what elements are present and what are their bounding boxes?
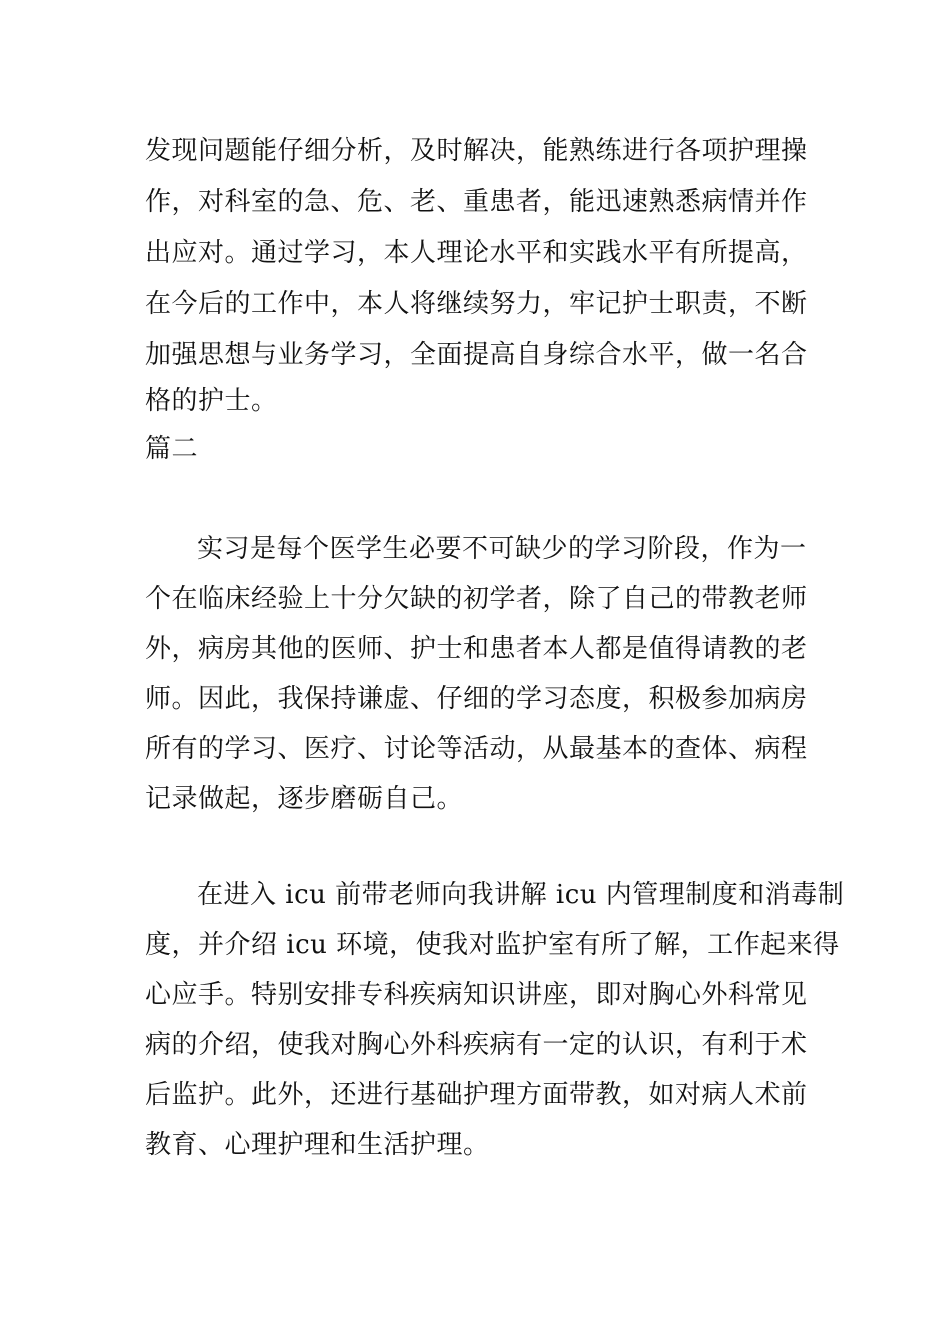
text-line: 个在临床经验上十分欠缺的初学者，除了自己的带教老师 [145,584,808,614]
text-line: 心应手。特别安排专科疾病知识讲座，即对胸心外科常见 [145,980,808,1010]
text-line: 病的介绍，使我对胸心外科疾病有一定的认识，有利于术 [145,1030,808,1060]
text-line: 加强思想与业务学习，全面提高自身综合水平，做一名合 [145,340,808,370]
text-line: 发现问题能仔细分析，及时解决，能熟练进行各项护理操 [145,136,808,166]
text-line: 外，病房其他的医师、护士和患者本人都是值得请教的老 [145,634,808,664]
text-line: 格的护士。 [145,386,278,416]
text-line: 在今后的工作中，本人将继续努力，牢记护士职责，不断 [145,289,808,319]
text-line: 所有的学习、医疗、讨论等活动，从最基本的查体、病程 [145,734,808,764]
text-line: 教育、心理护理和生活护理。 [145,1130,490,1160]
text-line: 师。因此，我保持谦虚、仔细的学习态度，积极参加病房 [145,684,808,714]
text-line: 在进入 icu 前带老师向我讲解 icu 内管理制度和消毒制 [197,880,845,910]
text-line: 出应对。通过学习，本人理论水平和实践水平有所提高， [145,238,808,268]
text-line: 后监护。此外，还进行基础护理方面带教，如对病人术前 [145,1080,808,1110]
section-heading: 篇二 [145,434,199,464]
text-line: 度，并介绍 icu 环境，使我对监护室有所了解，工作起来得 [145,930,840,960]
text-line: 实习是每个医学生必要不可缺少的学习阶段，作为一 [197,534,807,564]
text-line: 作，对科室的急、危、老、重患者，能迅速熟悉病情并作 [145,187,808,217]
text-line: 记录做起，逐步磨砺自己。 [145,784,464,814]
